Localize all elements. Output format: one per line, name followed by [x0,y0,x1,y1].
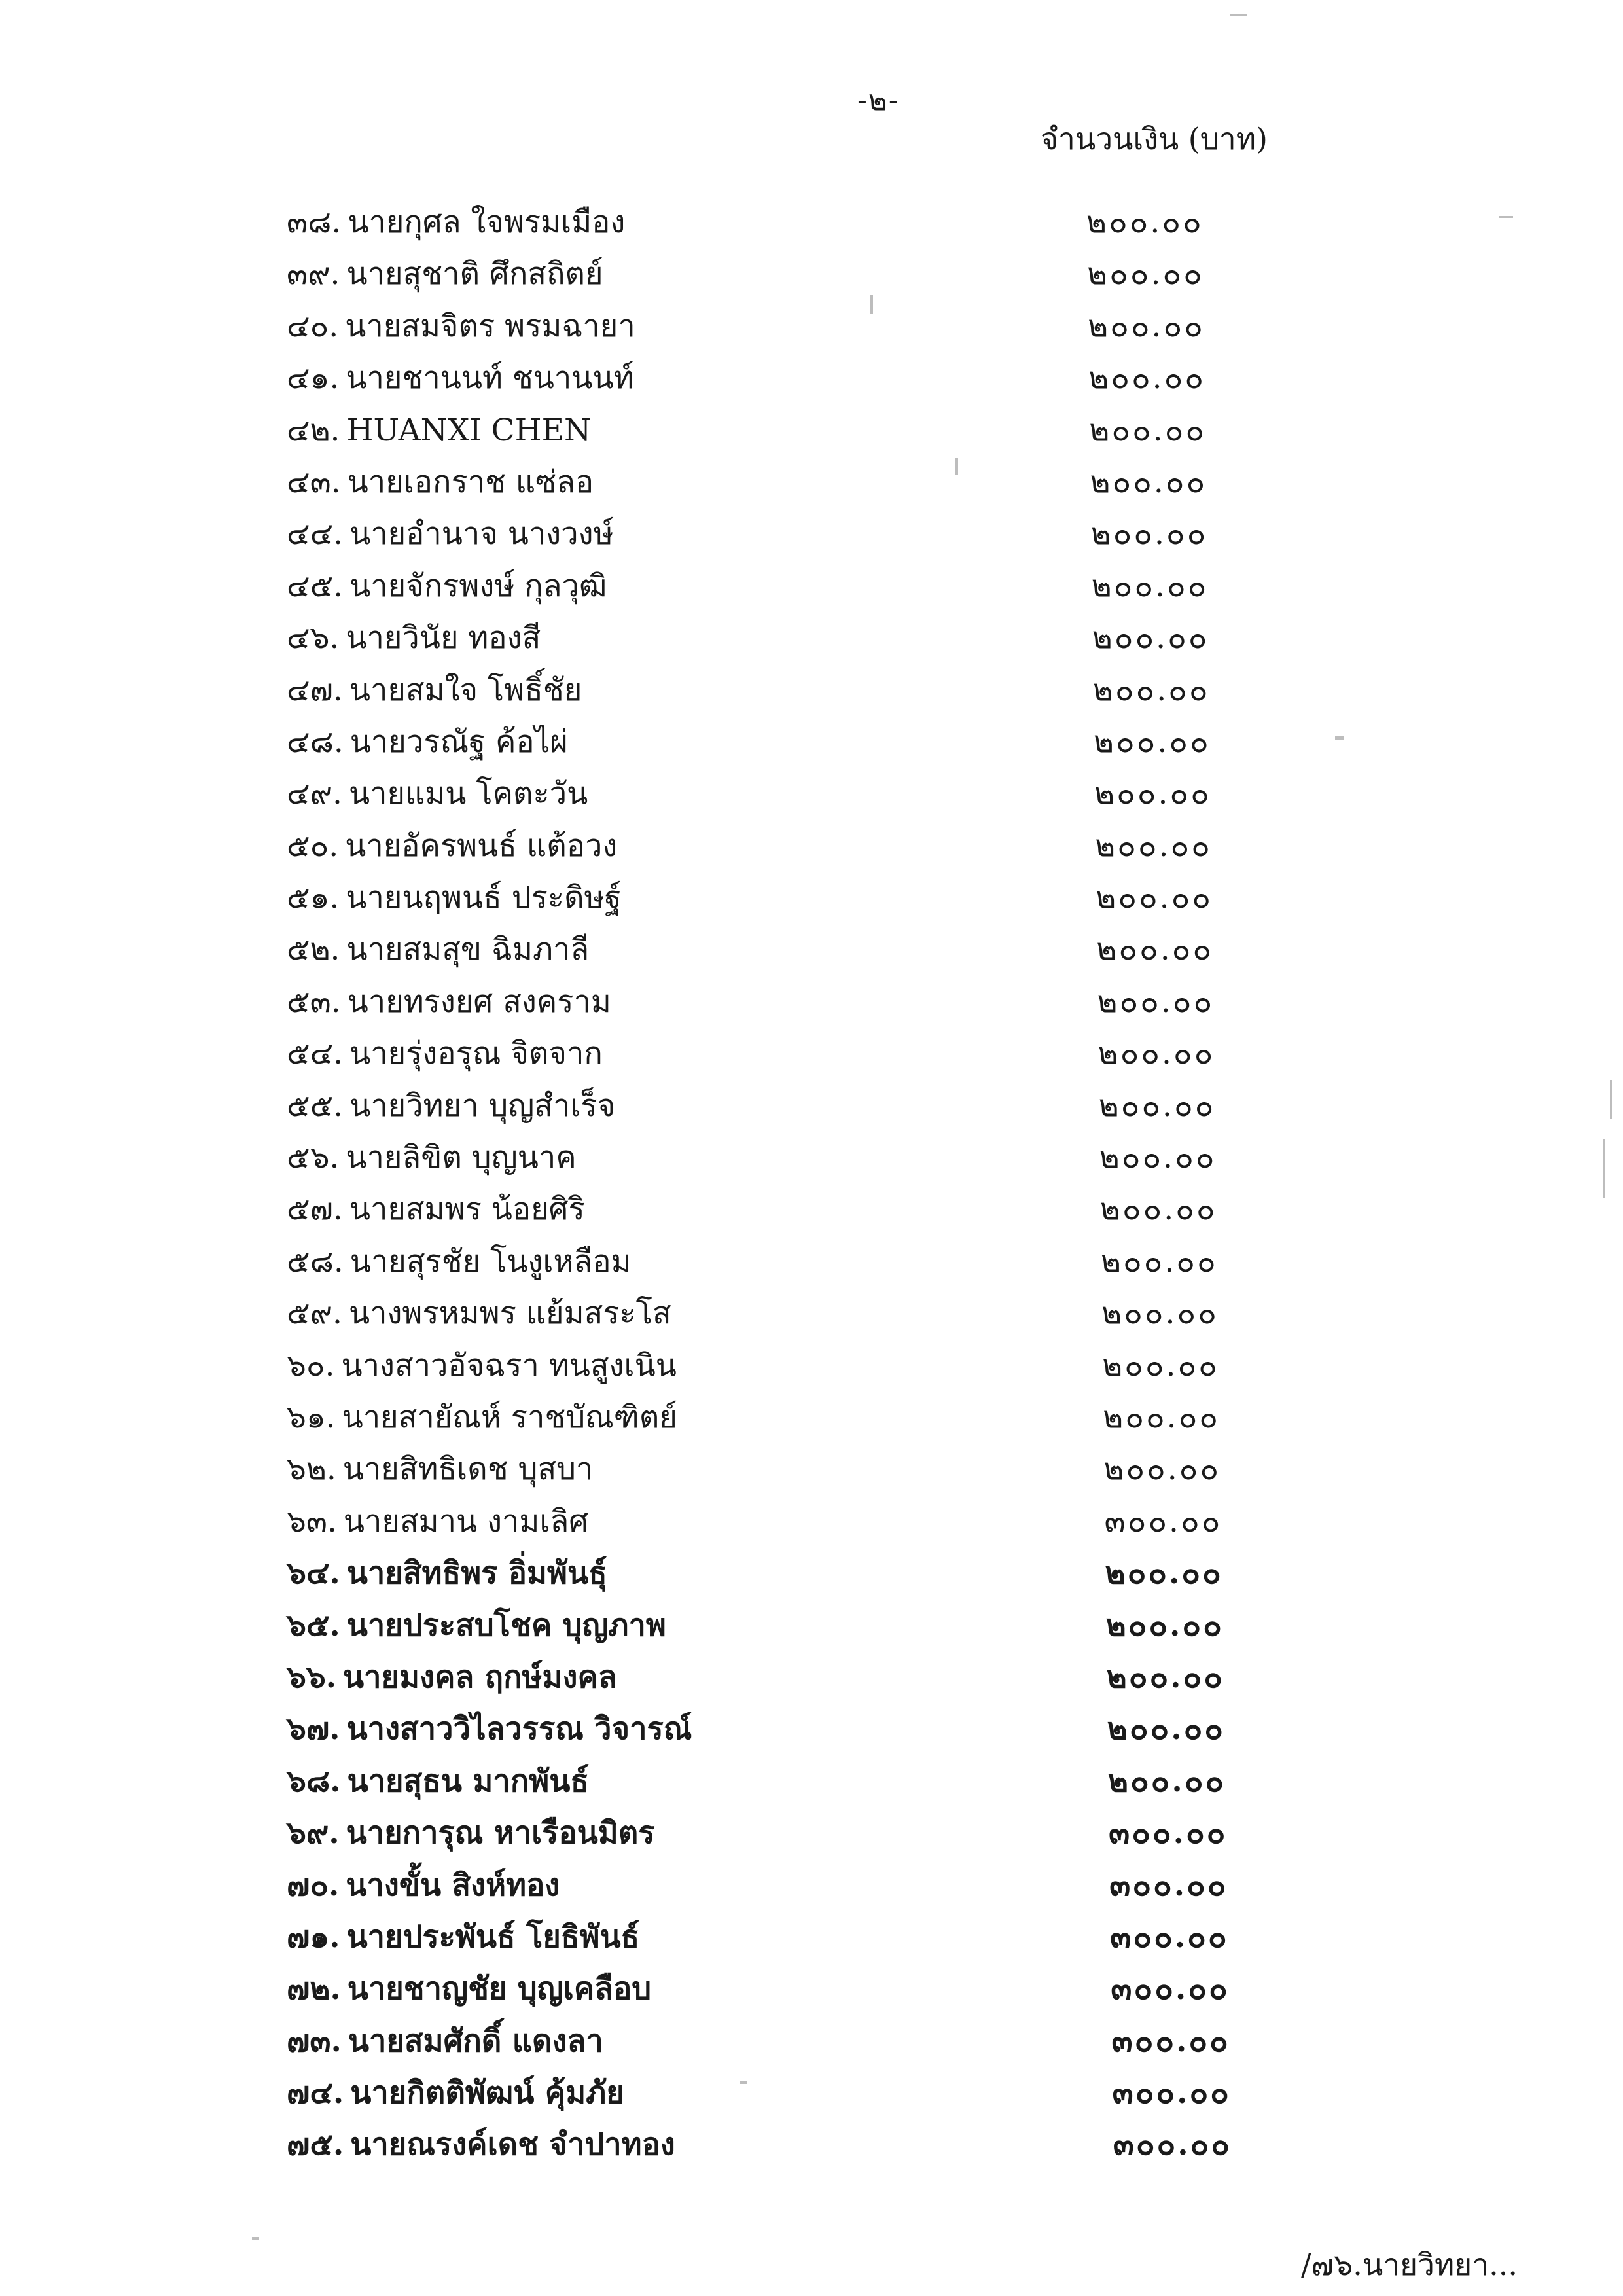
payee-amount: ๒๐๐.๐๐ [1102,1347,1219,1384]
payee-amount: ๒๐๐.๐๐ [1090,463,1207,500]
payee-name: นายสมศักดิ์ แดงลา [348,2022,603,2059]
row-number: ๕๑. [287,880,340,916]
row-number: ๕๒. [287,931,340,968]
row-number: ๓๙. [287,256,340,293]
payee-list [287,196,1308,2171]
payee-row [287,196,1308,248]
page-number: -๒- [857,84,900,117]
payee-amount: ๒๐๐.๐๐ [1087,256,1204,293]
payee-row [287,248,1308,300]
payee-amount: ๒๐๐.๐๐ [1107,1711,1225,1748]
payee-amount: ๓๐๐.๐๐ [1111,1971,1230,2007]
payee-amount: ๒๐๐.๐๐ [1092,672,1210,708]
payee-amount: ๒๐๐.๐๐ [1105,1555,1223,1592]
row-number: ๔๘. [287,723,344,760]
row-number: ๕๗. [287,1191,343,1228]
payee-amount: ๒๐๐.๐๐ [1096,931,1214,968]
payee-row [287,560,1308,612]
payee-name: นายสุธน มากพันธ์ [347,1763,590,1799]
payee-row [287,1651,1308,1703]
payee-name: นายแมน โคตะวัน [348,776,588,812]
payee-amount: ๒๐๐.๐๐ [1099,1191,1217,1228]
row-number: ๖๒. [287,1451,336,1488]
payee-amount: ๒๐๐.๐๐ [1097,1035,1215,1072]
payee-row [287,1755,1308,1807]
row-number: ๖๗. [287,1711,340,1748]
payee-name: นางพรหมพร แย้มสระโส [348,1295,671,1332]
row-number: ๔๖. [287,620,340,656]
payee-row [287,300,1308,352]
payee-name: นายกุศล ใจพรมเมือง [348,204,626,240]
payee-row [287,1183,1308,1235]
payee-amount: ๓๐๐.๐๐ [1111,2022,1230,2059]
payee-row [287,1911,1308,1963]
payee-amount: ๓๐๐.๐๐ [1110,1918,1229,1955]
payee-amount: ๒๐๐.๐๐ [1088,308,1205,344]
payee-name: นายเอกราช แซ่ลอ [347,463,594,500]
payee-amount: ๒๐๐.๐๐ [1108,1763,1226,1799]
payee-name: HUANXI CHEN [346,412,592,448]
payee-amount: ๓๐๐.๐๐ [1104,1503,1222,1539]
scan-speck [955,458,958,475]
payee-name: นายวินัย ทองสี [346,620,541,656]
scan-speck [1603,1139,1605,1198]
payee-name: นายณรงค์เดช จำปาทอง [350,2126,675,2163]
payee-row [287,2119,1308,2170]
payee-name: นางสาววิไลวรรณ วิจารณ์ [346,1711,692,1748]
payee-name: นายวรณัฐ ค้อไผ่ [349,723,568,760]
payee-amount: ๒๐๐.๐๐ [1101,1243,1218,1280]
payee-row [287,1080,1308,1132]
payee-name: นายจักรพงษ์ กุลวุฒิ [349,567,607,604]
payee-name: นายการุณ หาเรือนมิตร [346,1815,655,1852]
payee-name: นายสิทธิพร อิ่มพันธุ์ [346,1555,607,1592]
payee-name: นายอัครพนธ์ แต้อวง [345,827,618,864]
payee-name: นายประพันธ์ โยธิพันธ์ [346,1918,640,1955]
payee-row [287,1287,1308,1339]
payee-amount: ๒๐๐.๐๐ [1097,983,1215,1020]
payee-amount: ๓๐๐.๐๐ [1109,1815,1228,1852]
row-number: ๔๓. [287,463,341,500]
payee-row [287,1600,1308,1651]
payee-amount: ๒๐๐.๐๐ [1094,776,1211,812]
payee-name: นายประสบโชค บุญภาพ [346,1607,666,1643]
payee-name: นายสมจิตร พรมฉายา [345,308,635,344]
payee-name: นายสมาน งามเลิศ [343,1503,589,1539]
payee-row [287,1807,1308,1859]
row-number: ๖๖. [287,1659,337,1695]
row-number: ๗๓. [287,2022,342,2059]
payee-row [287,872,1308,924]
payee-row [287,1963,1308,2015]
scan-speck [252,2237,259,2240]
payee-amount: ๓๐๐.๐๐ [1109,1867,1228,1903]
payee-amount: ๒๐๐.๐๐ [1099,1139,1217,1176]
payee-row [287,612,1308,664]
payee-amount: ๒๐๐.๐๐ [1090,516,1208,552]
row-number: ๔๗. [287,672,343,708]
row-number: ๕๓. [287,983,341,1020]
payee-row [287,1443,1308,1495]
payee-amount: ๒๐๐.๐๐ [1105,1607,1224,1643]
payee-amount: ๒๐๐.๐๐ [1091,567,1209,604]
payee-name: นายชาญชัย บุญเคลือบ [347,1971,652,2007]
payee-row [287,2015,1308,2067]
payee-row [287,1547,1308,1599]
payee-row [287,404,1308,456]
row-number: ๖๕. [287,1607,340,1643]
row-number: ๔๑. [287,360,340,397]
payee-name: นายกิตติพัฒน์ คุ้มภัย [350,2075,624,2111]
payee-amount: ๒๐๐.๐๐ [1101,1295,1219,1332]
payee-name: นายสุชาติ ศึกสถิตย์ [346,256,603,293]
payee-name: นายทรงยศ สงคราม [347,983,611,1020]
payee-amount: ๒๐๐.๐๐ [1086,204,1204,240]
payee-amount: ๒๐๐.๐๐ [1103,1399,1220,1435]
payee-row [287,768,1308,819]
payee-row [287,1703,1308,1755]
row-number: ๖๙. [287,1815,340,1852]
payee-amount: ๒๐๐.๐๐ [1095,827,1212,864]
payee-name: นายสมพร น้อยศิริ [349,1191,585,1228]
payee-name: นายวิทยา บุญสำเร็จ [349,1087,616,1124]
payee-row [287,1859,1308,1911]
payee-amount: ๓๐๐.๐๐ [1113,2126,1232,2163]
payee-name: นายรุ่งอรุณ จิตจาก [349,1035,603,1072]
payee-name: นายอำนาจ นางวงษ์ [349,516,614,552]
payee-row [287,976,1308,1028]
continuation-note: /๗๖.นายวิทยา... [1301,2247,1518,2282]
scan-speck [1610,1080,1612,1119]
row-number: ๕๔. [287,1035,344,1072]
payee-name: นางสาวอัจฉรา ทนสูงเนิน [341,1347,677,1384]
scan-speck [740,2081,747,2084]
payee-row [287,1496,1308,1547]
payee-row [287,1391,1308,1443]
payee-row [287,352,1308,404]
payee-row [287,508,1308,560]
payee-row [287,1236,1308,1287]
row-number: ๖๘. [287,1763,341,1799]
payee-row [287,1132,1308,1183]
row-number: ๖๑. [287,1399,336,1435]
payee-name: นายชานนท์ ชนานนท์ [346,360,634,397]
payee-row [287,1028,1308,1079]
row-number: ๖๔. [287,1555,340,1592]
payee-row [287,456,1308,508]
payee-row [287,820,1308,872]
row-number: ๗๕. [287,2126,344,2163]
row-number: ๔๕. [287,567,344,604]
payee-name: นายสายัณห์ ราชบัณฑิตย์ [342,1399,677,1435]
payee-amount: ๓๐๐.๐๐ [1112,2075,1231,2111]
payee-name: นายสุรชัย โนงูเหลือม [349,1243,632,1280]
payee-name: นายสมสุข ฉิมภาลี [346,931,590,968]
row-number: ๗๔. [287,2075,344,2111]
payee-amount: ๒๐๐.๐๐ [1092,620,1209,656]
payee-amount: ๒๐๐.๐๐ [1094,723,1211,760]
payee-name: นายนฤพนธ์ ประดิษฐ์ [346,880,622,916]
payee-name: นางขั้น สิงห์ทอง [346,1867,560,1903]
payee-row [287,1340,1308,1391]
payee-name: นายสิทธิเดช บุสบา [342,1451,594,1488]
row-number: ๕๘. [287,1243,344,1280]
scan-speck [870,295,873,314]
scan-speck [1335,736,1344,740]
row-number: ๔๒. [287,412,340,448]
payee-amount: ๒๐๐.๐๐ [1098,1087,1216,1124]
scan-speck [1230,14,1247,16]
row-number: ๔๔. [287,516,344,552]
payee-amount: ๒๐๐.๐๐ [1096,880,1213,916]
row-number: ๗๒. [287,1971,341,2007]
row-number: ๖๓. [287,1503,337,1539]
row-number: ๕๕. [287,1087,344,1124]
row-number: ๕๙. [287,1295,342,1332]
payee-amount: ๒๐๐.๐๐ [1089,412,1207,448]
payee-amount: ๒๐๐.๐๐ [1103,1451,1221,1488]
row-number: ๔๐. [287,308,339,344]
payee-name: นายสมใจ โพธิ์ชัย [349,672,582,708]
payee-row [287,664,1308,716]
payee-row [287,2067,1308,2119]
row-number: ๗๐. [287,1867,340,1903]
payee-amount: ๒๐๐.๐๐ [1106,1659,1224,1695]
payee-name: นายลิขิต บุญนาค [346,1139,577,1176]
payee-amount: ๒๐๐.๐๐ [1088,360,1205,397]
payee-name: นายมงคล ฤกษ์มงคล [343,1659,617,1695]
row-number: ๕๐. [287,827,339,864]
payee-row [287,716,1308,768]
row-number: ๕๖. [287,1139,340,1176]
payee-row [287,924,1308,975]
row-number: ๓๘. [287,204,342,240]
row-number: ๔๙. [287,776,342,812]
row-number: ๗๑. [287,1918,340,1955]
row-number: ๖๐. [287,1347,335,1384]
amount-column-header: จำนวนเงิน (บาท) [1041,121,1268,156]
scan-speck [1499,216,1513,218]
